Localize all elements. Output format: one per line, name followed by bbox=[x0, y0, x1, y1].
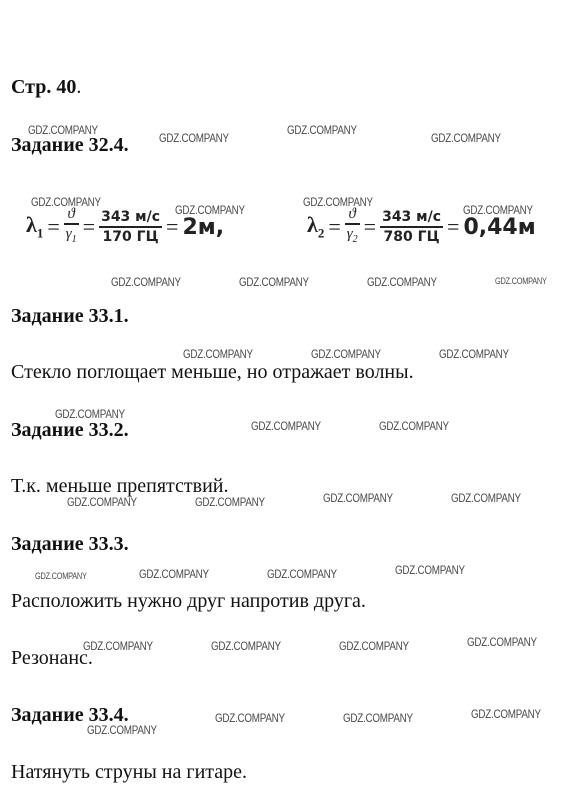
watermark-text: GDZ.COMPANY bbox=[471, 707, 541, 721]
formula-lambda-2: $\lambda_2$ = $\frac{ϑ}{\gamma_2}$ = $\frac{343 м/с}{780 ГЦ}$ = 0,44м bbox=[307, 205, 536, 249]
watermark-text: GDZ.COMPANY bbox=[431, 131, 501, 145]
task-heading-33-3: Задание 33.3. bbox=[11, 533, 129, 555]
watermark-text: GDZ.COMPANY bbox=[467, 635, 537, 649]
fraction-values: $\frac{343 м/с}{780 ГЦ}$ bbox=[382, 209, 442, 245]
watermark-text: GDZ.COMPANY bbox=[395, 563, 465, 577]
task-heading-33-2: Задание 33.2. bbox=[11, 419, 129, 441]
answer-text-33-2: Т.к. меньше препятствий. bbox=[11, 475, 229, 497]
watermark-text: GDZ.COMPANY bbox=[339, 639, 409, 653]
task-heading-33-4: Задание 33.4. bbox=[11, 704, 129, 726]
watermark-text: GDZ.COMPANY bbox=[267, 567, 337, 581]
watermark-text: GDZ.COMPANY bbox=[379, 419, 449, 433]
lambda-symbol: $\lambda_2$ bbox=[307, 212, 325, 241]
formula-lambda-1: $\lambda_1$ = $\frac{ϑ}{\gamma_1}$ = $\frac{343 м/с}{170 ГЦ}$ = 2м, bbox=[26, 205, 224, 249]
watermark-text: GDZ.COMPANY bbox=[139, 567, 209, 581]
formula-result: 0,44м bbox=[463, 214, 536, 240]
watermark-text: GDZ.COMPANY bbox=[287, 123, 357, 137]
answer-text-33-3: Расположить нужно друг напротив друга. bbox=[11, 590, 366, 612]
watermark-text: GDZ.COMPANY bbox=[111, 275, 181, 289]
watermark-text: GDZ.COMPANY bbox=[31, 195, 101, 209]
watermark-text: GDZ.COMPANY bbox=[87, 723, 157, 737]
watermark-text: GDZ.COMPANY bbox=[175, 203, 245, 217]
watermark-text: GDZ.COMPANY bbox=[343, 711, 413, 725]
watermark-text: GDZ.COMPANY bbox=[463, 203, 533, 217]
watermark-text: GDZ.COMPANY bbox=[28, 123, 98, 137]
watermark-text: GDZ.COMPANY bbox=[83, 639, 153, 653]
watermark-text: GDZ.COMPANY bbox=[323, 491, 393, 505]
watermark-text: GDZ.COMPANY bbox=[439, 347, 509, 361]
lambda-symbol: $\lambda_1$ bbox=[26, 212, 44, 241]
watermark-text: GDZ.COMPANY bbox=[495, 276, 547, 286]
answer-text-33-4: Натянуть струны на гитаре. bbox=[11, 761, 248, 783]
answer-text-33-3-resonance: Резонанс. bbox=[11, 647, 93, 669]
watermark-text: GDZ.COMPANY bbox=[211, 639, 281, 653]
watermark-text: GDZ.COMPANY bbox=[159, 131, 229, 145]
watermark-text: GDZ.COMPANY bbox=[367, 275, 437, 289]
watermark-text: GDZ.COMPANY bbox=[215, 711, 285, 725]
fraction-values: $\frac{343 м/с}{170 ГЦ}$ bbox=[101, 209, 161, 245]
task-heading-32-4: Задание 32.4. bbox=[11, 134, 129, 156]
formula-result: 2м, bbox=[182, 214, 225, 240]
page-label: Стр. 40. bbox=[11, 76, 82, 98]
fraction-symbolic: $\frac{ϑ}{\gamma_2}$ bbox=[346, 206, 358, 245]
watermark-text: GDZ.COMPANY bbox=[35, 571, 87, 581]
watermark-text: GDZ.COMPANY bbox=[451, 491, 521, 505]
watermark-text: GDZ.COMPANY bbox=[311, 347, 381, 361]
watermark-text: GDZ.COMPANY bbox=[251, 419, 321, 433]
task-heading-33-1: Задание 33.1. bbox=[11, 305, 129, 327]
answer-text-33-1: Стекло поглощает меньше, но отражает волны. bbox=[11, 361, 414, 383]
watermark-text: GDZ.COMPANY bbox=[183, 347, 253, 361]
watermark-text: GDZ.COMPANY bbox=[55, 407, 125, 421]
watermark-text: GDZ.COMPANY bbox=[239, 275, 309, 289]
fraction-symbolic: $\frac{ϑ}{\gamma_1}$ bbox=[65, 206, 77, 245]
watermark-text: GDZ.COMPANY bbox=[195, 495, 265, 509]
watermark-text: GDZ.COMPANY bbox=[67, 495, 137, 509]
watermark-text: GDZ.COMPANY bbox=[303, 195, 373, 209]
